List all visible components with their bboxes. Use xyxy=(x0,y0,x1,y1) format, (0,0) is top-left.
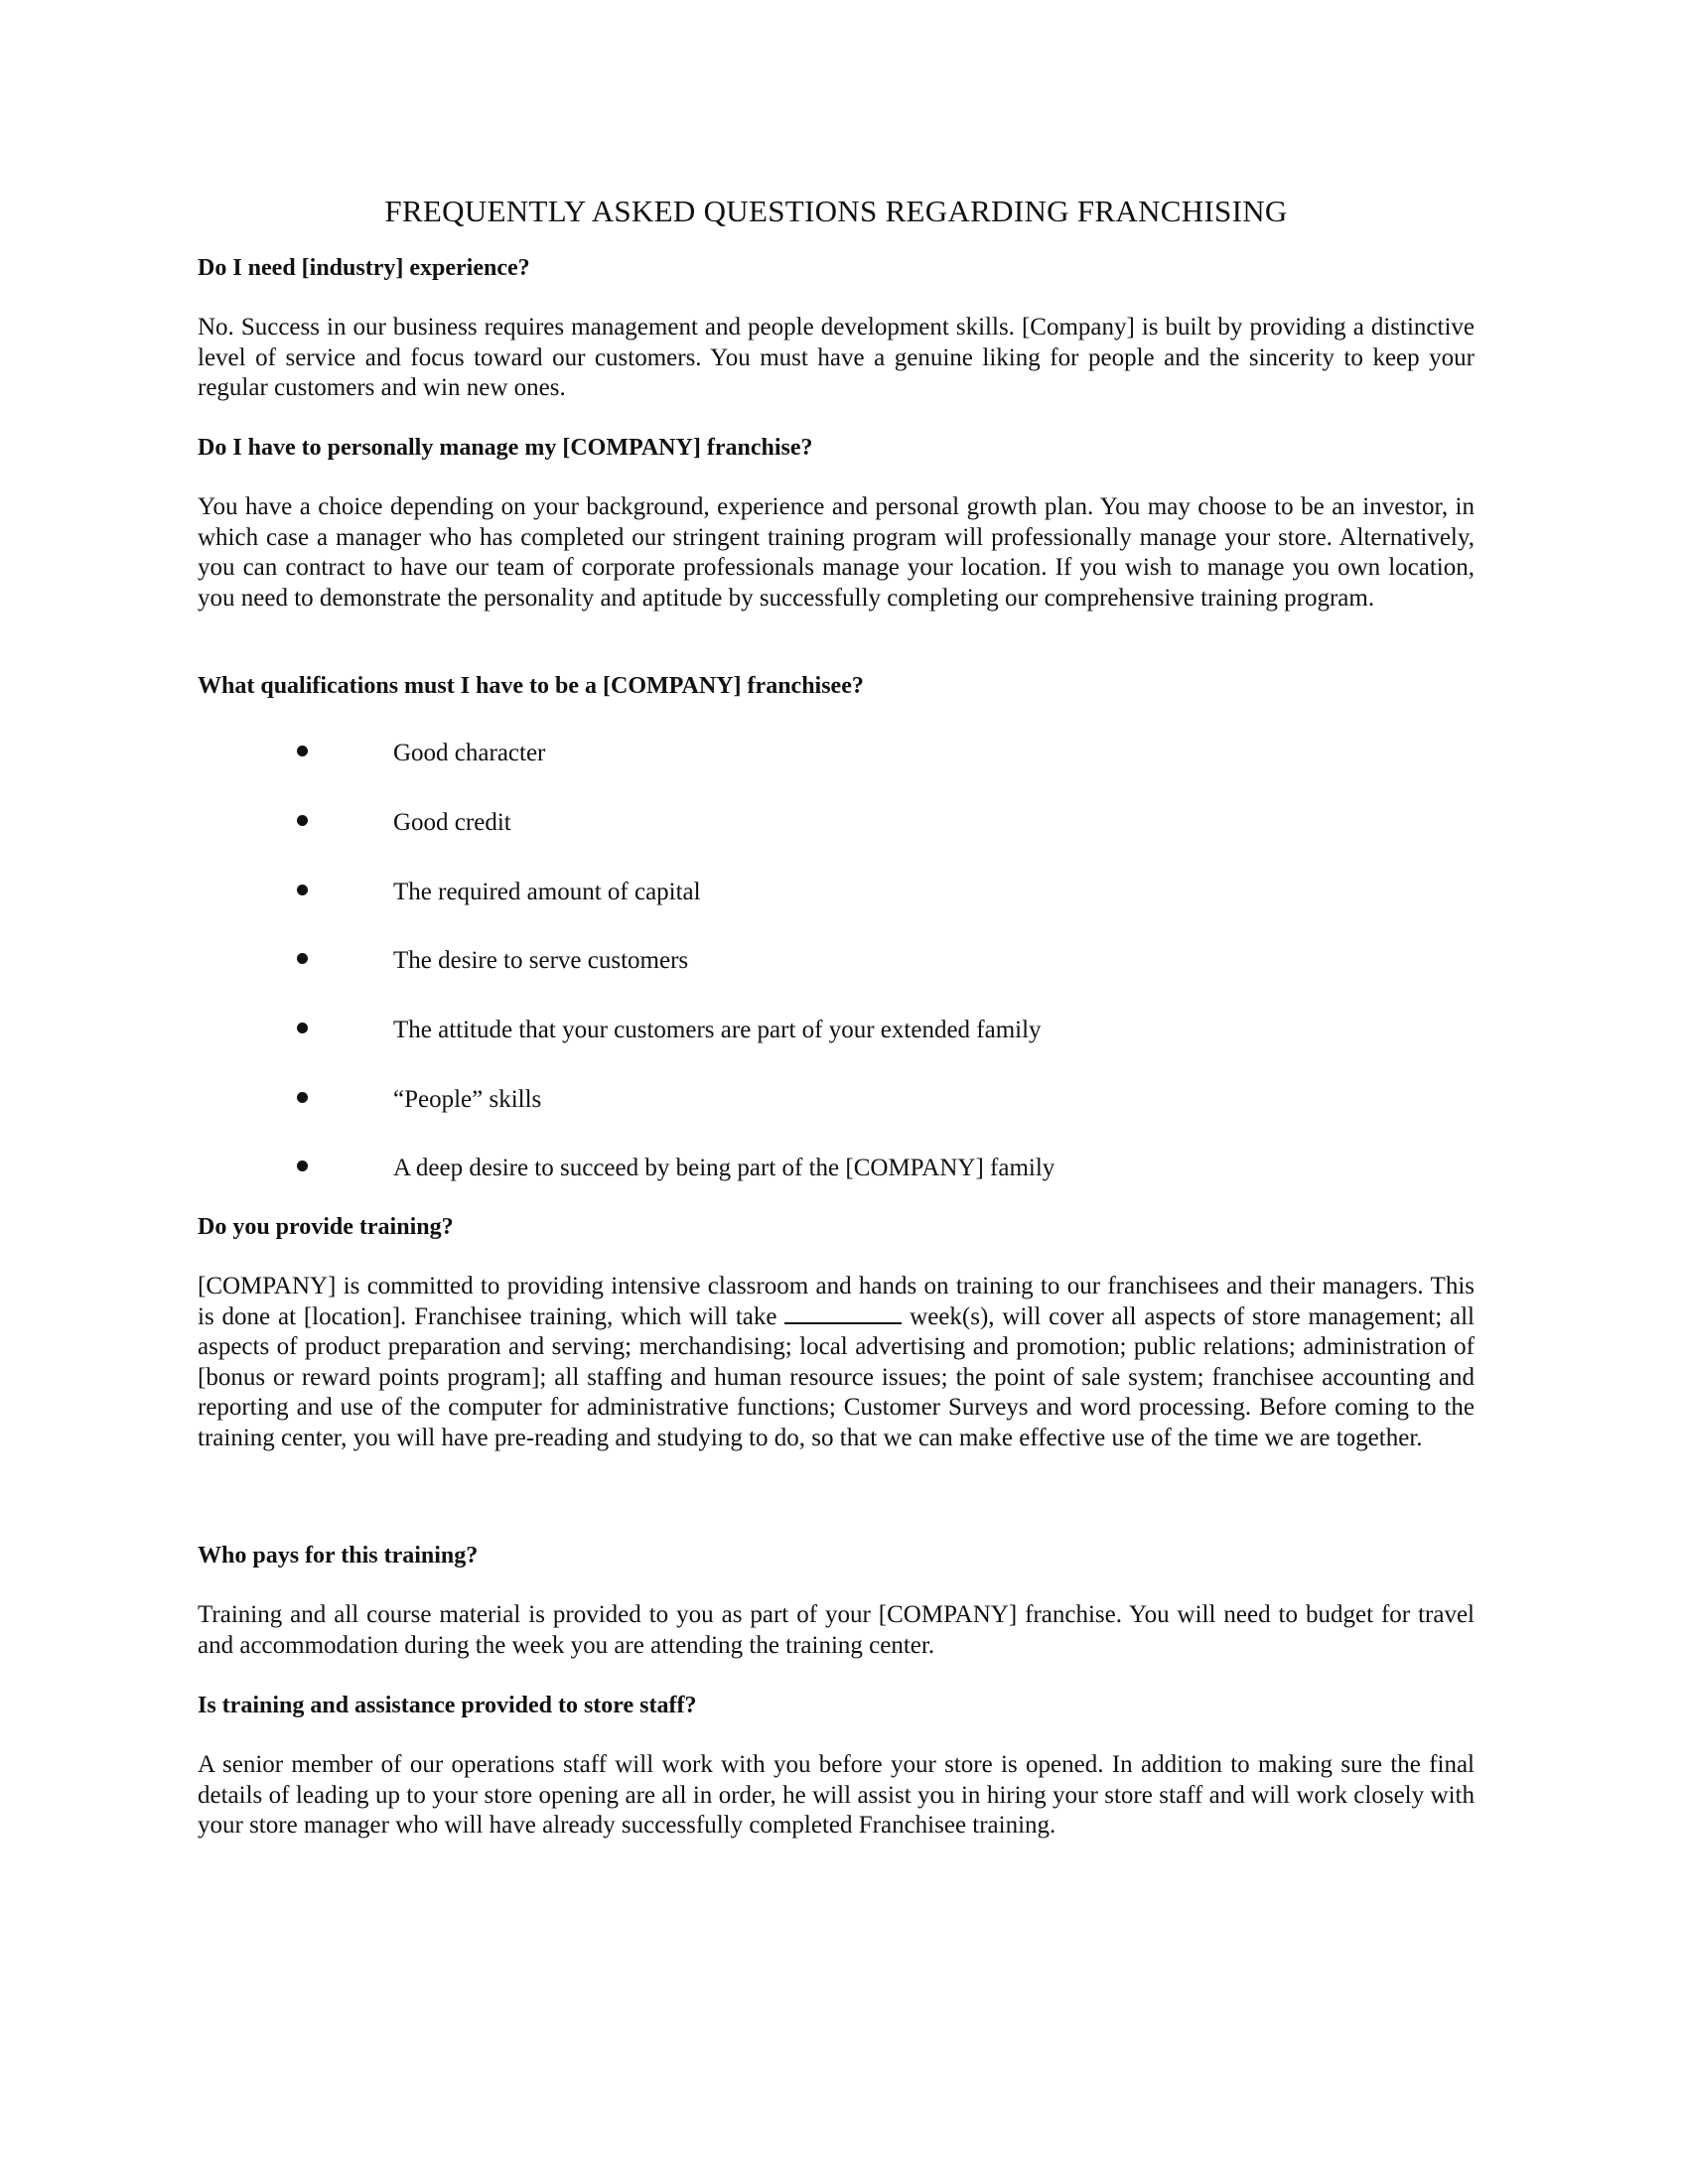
weeks-blank-field xyxy=(784,1304,902,1324)
list-item-text: Good character xyxy=(393,740,546,766)
list-item-text: The required amount of capital xyxy=(393,879,701,905)
question-industry-experience: Do I need [industry] experience? xyxy=(198,255,530,281)
list-item-text: “People” skills xyxy=(393,1086,542,1113)
list-item xyxy=(198,1017,1389,1050)
question-training: Do you provide training? xyxy=(198,1214,454,1240)
answer-personally-manage: You have a choice depending on your background, experience and personal growth plan. You may choose to be an investor, in which case a manager who has completed our stringent training program will professionally manage your store. Alternatively, you can contract to have our team of corporate professionals manage your location. If you wish to manage you own location, you need to demonstrate the personality and aptitude by successfully completing our comprehensive training program. xyxy=(198,493,1475,612)
list-item xyxy=(198,1086,1389,1120)
list-item xyxy=(198,947,1389,981)
list-item xyxy=(198,740,1389,773)
answer-who-pays: Training and all course material is provided to you as part of your [COMPANY] franchise. You will need to budget for travel and accommodation during the week you are attending the training center. xyxy=(198,1601,1475,1659)
question-qualifications: What qualifications must I have to be a [COMPANY] franchisee? xyxy=(198,673,864,699)
bullet-icon xyxy=(297,953,308,964)
list-item xyxy=(198,809,1389,843)
bullet-icon xyxy=(297,815,308,826)
answer-industry-experience: No. Success in our business requires management and people development skills. [Company] is built by providing a distinctive level of service and focus toward our customers. You must have a genuine liking for people and the sincerity to keep your regular customers and win new ones. xyxy=(198,314,1475,401)
answer-store-staff: A senior member of our operations staff will work with you before your store is opened. In addition to making sure the final details of leading up to your store opening are all in order, he will assist you in hiring your store staff and will work closely with your store manager who will have already successfully completed Franchisee training. xyxy=(198,1751,1475,1839)
list-item-text: Good credit xyxy=(393,809,511,836)
bullet-icon xyxy=(297,1092,308,1103)
bullet-icon xyxy=(297,746,308,756)
answer-training-part1: [COMPANY] is committed to providing intensive classroom and hands on training to our franchisees and their managers. This is done at [location]. Franchisee training, which will take xyxy=(198,1273,1475,1330)
document-title: FREQUENTLY ASKED QUESTIONS REGARDING FRANCHISING xyxy=(384,194,1288,228)
question-personally-manage: Do I have to personally manage my [COMPANY] franchise? xyxy=(198,435,813,461)
list-item-text: A deep desire to succeed by being part of the [COMPANY] family xyxy=(393,1155,1055,1181)
bullet-icon xyxy=(297,1023,308,1033)
list-item-text: The attitude that your customers are part of your extended family xyxy=(393,1017,1042,1043)
answer-training xyxy=(198,1272,1475,1453)
bullet-icon xyxy=(297,885,308,895)
answer-training-part2: week(s), will cover all aspects of store management; all aspects of product preparation and serving; merchandising; local advertising and promotion; public relations; administration of [bonus or reward points program]; all staffing and human resource issues; the point of sale system; franchisee accounting and reporting and use of the computer for administrative functions; Customer Surveys and word processing. Before coming to the training center, you will have pre-reading and studying to do, so that we can make effective use of the time we are together. xyxy=(198,1302,1475,1451)
question-store-staff: Is training and assistance provided to store staff? xyxy=(198,1693,697,1718)
list-item xyxy=(198,879,1389,912)
bullet-icon xyxy=(297,1160,308,1171)
question-who-pays: Who pays for this training? xyxy=(198,1543,479,1569)
list-item xyxy=(198,1155,1389,1188)
list-item-text: The desire to serve customers xyxy=(393,947,689,974)
